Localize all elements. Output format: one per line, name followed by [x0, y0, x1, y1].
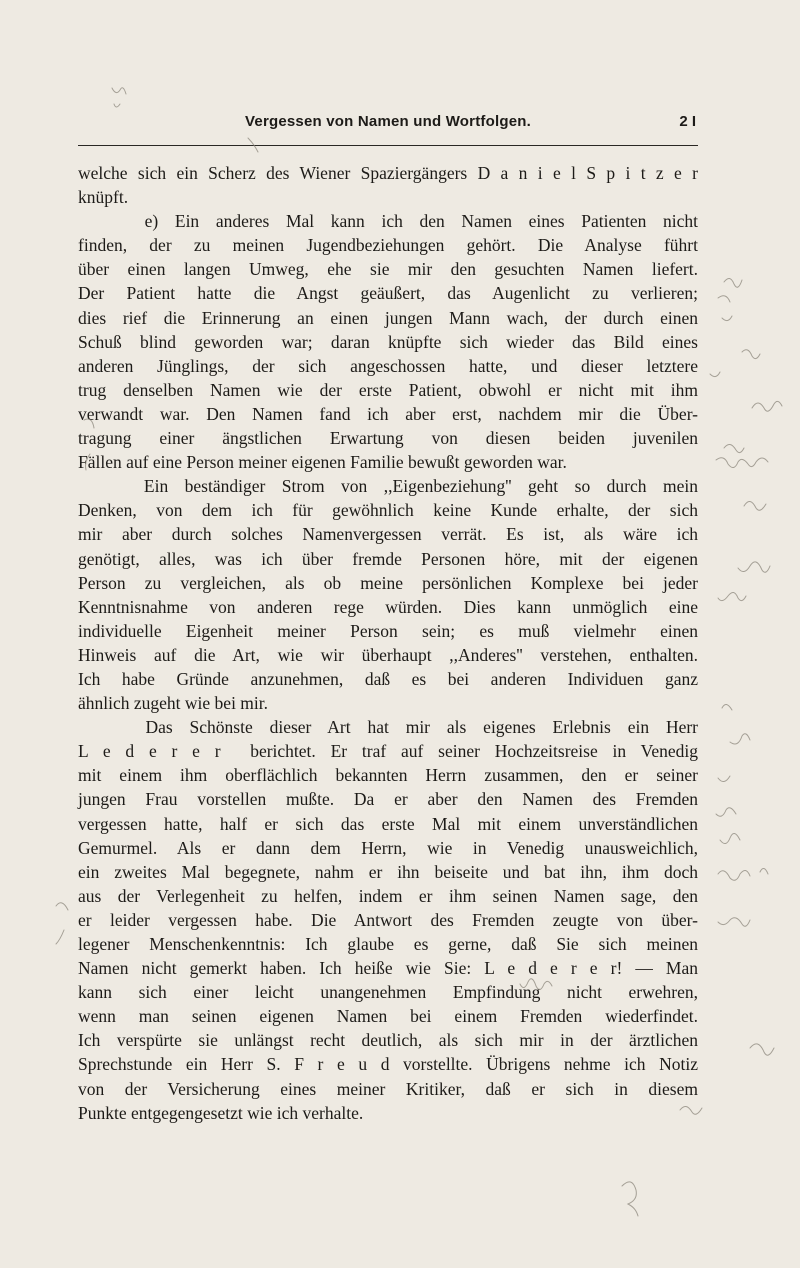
running-title: Vergessen von Namen und Wortfolgen. — [245, 113, 531, 130]
text-line: verwandt war. Den Namen fand ich aber erst, nachdem mir die Über- — [78, 403, 698, 424]
text-line: Kenntnisnahme von anderen rege würden. Dies kann unmöglich eine — [78, 596, 698, 617]
text-line: Ich habe Gründe anzunehmen, daß es bei anderen Individuen ganz — [78, 668, 698, 689]
text-line: Fällen auf eine Person meiner eigenen Familie bewußt geworden war. — [78, 452, 567, 473]
text-line: Ein beständiger Strom von ,,Eigenbeziehung'' geht so durch mein — [78, 476, 698, 497]
text-line: welche sich ein Scherz des Wiener Spaziergängers D a n i e l S p i t z e r — [78, 163, 698, 183]
text-line: Punkte entgegengesetzt wie ich verhalte. — [78, 1102, 364, 1123]
text-line: legener Menschenkenntnis: Ich glaube es gerne, daß Sie sich meinen — [78, 934, 698, 954]
text-line: trug denselben Namen wie der erste Patient, obwohl er nicht mit ihm — [78, 379, 698, 400]
running-head — [78, 113, 698, 135]
text-line: Ich verspürte sie unlängst recht deutlich, als sich mir in der ärztlichen — [78, 1030, 698, 1051]
text-line: Namen nicht gemerkt haben. Ich heiße wie Sie: L e d e r e r! — Man — [78, 958, 698, 979]
text-line: mir aber durch solches Namenvergessen verrät. Es ist, als wäre ich — [78, 524, 698, 545]
text-line: individuelle Eigenheit meiner Person sein; es muß vielmehr einen — [78, 620, 698, 641]
text-line: e) Ein anderes Mal kann ich den Namen eines Patienten nicht — [78, 211, 698, 232]
text-line: L e d e r e r berichtet. Er traf auf seiner Hochzeitsreise in Venedig — [78, 741, 698, 762]
text-line: jungen Frau vorstellen mußte. Da er aber den Namen des Fremden — [78, 789, 698, 810]
text-line: anderen Jünglings, der sich angeschossen hatte, und dieser letztere — [78, 355, 698, 376]
text-line: Hinweis auf die Art, wie wir überhaupt ,,Anderes'' verstehen, enthalten. — [78, 644, 698, 665]
body-text — [78, 161, 698, 1125]
header-rule — [78, 145, 698, 146]
text-line: tragung einer ängstlichen Erwartung von diesen beiden juvenilen — [78, 428, 698, 449]
text-line: finden, der zu meinen Jugendbeziehungen gehört. Die Analyse führt — [78, 235, 698, 256]
text-line: er leider vergessen habe. Die Antwort des Fremden zeugte von über- — [78, 909, 698, 930]
text-line: genötigt, alles, was ich über fremde Personen höre, mit der eigenen — [78, 548, 698, 569]
text-line: mit einem ihm oberflächlich bekannten Herrn zusammen, den er seiner — [78, 765, 698, 786]
text-line: über einen langen Umweg, ehe sie mir den gesuchten Namen liefert. — [78, 259, 698, 280]
text-line: aus der Verlegenheit zu helfen, indem er ihm seinen Namen sage, den — [78, 885, 698, 906]
text-line: vergessen hatte, half er sich das erste Mal mit einem unverständlichen — [78, 813, 698, 834]
text-line: wenn man seinen eigenen Namen bei einem Fremden wiederfindet. — [78, 1006, 698, 1027]
text-line: ein zweites Mal begegnete, nahm er ihn beiseite und bat ihn, ihm doch — [78, 861, 698, 882]
text-line: knüpft. — [78, 187, 129, 208]
text-line: kann sich einer leicht unangenehmen Empfindung nicht erwehren, — [78, 982, 698, 1003]
text-line: Person zu vergleichen, als ob meine persönlichen Komplexe bei jeder — [78, 572, 698, 593]
text-line: Schuß blind geworden war; daran knüpfte sich wieder das Bild eines — [78, 331, 698, 352]
text-line: ähnlich zugeht wie bei mir. — [78, 693, 269, 714]
text-line: Denken, von dem ich für gewöhnlich keine Kunde erhalte, der sich — [78, 500, 698, 521]
text-line: Sprechstunde ein Herr S. F r e u d vorstellte. Übrigens nehme ich Notiz — [78, 1054, 698, 1075]
text-line: Das Schönste dieser Art hat mir als eigenes Erlebnis ein Herr — [78, 717, 698, 738]
text-line: dies rief die Erinnerung an einen jungen Mann wach, der durch einen — [78, 307, 698, 328]
text-line: Der Patient hatte die Angst geäußert, das Augenlicht zu verlieren; — [78, 283, 698, 304]
text-line: von der Versicherung eines meiner Kritiker, daß er sich in diesem — [78, 1078, 698, 1099]
page-number: 2 I — [679, 113, 696, 130]
text-line: Gemurmel. Als er dann dem Herrn, wie in Venedig unausweichlich, — [78, 837, 698, 858]
